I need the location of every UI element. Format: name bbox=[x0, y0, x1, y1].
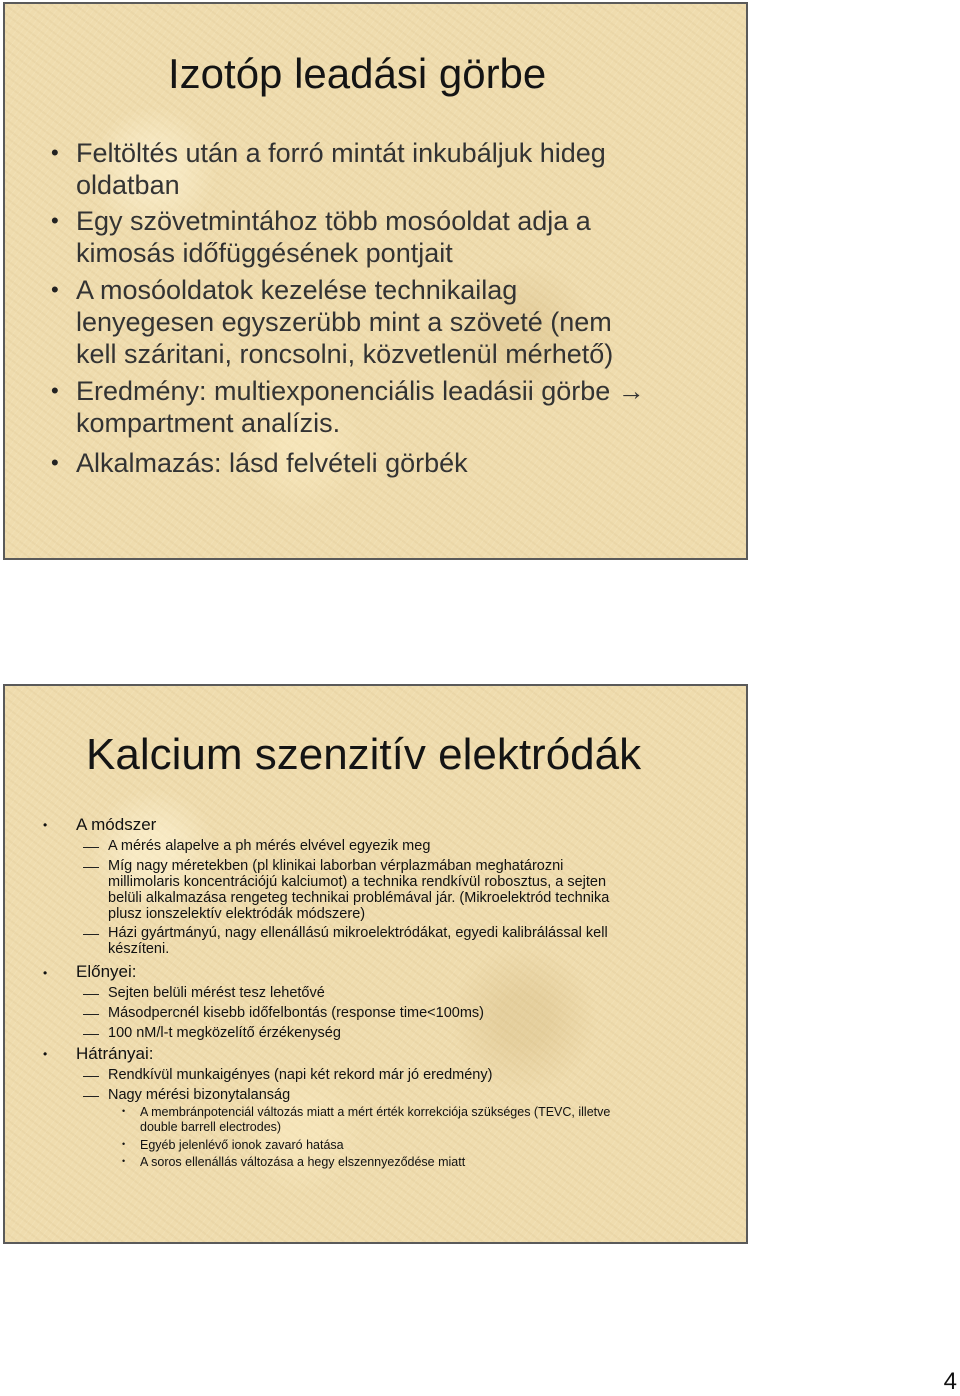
method-item: Míg nagy méretekben (pl klinikai laborban vérplazmában meghatározni millimolaris koncentrációjú kalciumot) a technika rendkívül robosztus, a sejten belüli alkalmazása rengeteg technikai problémával jár. (Mikroelektród technika plusz ionszelektív elektródák módszere) bbox=[108, 858, 610, 922]
slide-1-bullet-text: Egy szövetmintához több mosóoldat adja a kimosás időfüggésének pontjait bbox=[76, 206, 591, 268]
bullet-dot-icon: • bbox=[43, 818, 48, 832]
advantage-item: 100 nM/l-t megközelítő érzékenység bbox=[108, 1025, 341, 1041]
disadvantage-item: Rendkívül munkaigényes (napi két rekord már jó eredmény) bbox=[108, 1067, 493, 1083]
bullet-dot-icon: • bbox=[51, 277, 59, 302]
bullet-dot-icon: • bbox=[43, 966, 48, 980]
method-item: A mérés alapelve a ph mérés elvével egyezik meg bbox=[108, 838, 431, 854]
method-heading: A módszer bbox=[76, 815, 157, 834]
advantage-item: Sejten belüli mérést tesz lehetővé bbox=[108, 985, 325, 1001]
slide-1-bullet-text: A mosóoldatok kezelése technikailag lenyegesen egyszerübb mint a szöveté (nem kell száritani, roncsolni, közvetlenül mérhető) bbox=[76, 275, 614, 369]
disadvantages-heading: Hátrányai: bbox=[76, 1044, 154, 1063]
page-number: 4 bbox=[943, 1368, 957, 1395]
dash-icon bbox=[83, 867, 99, 868]
bullet-dot-icon: • bbox=[122, 1156, 126, 1166]
slide-1-title: Izotóp leadási görbe bbox=[168, 50, 547, 97]
dash-icon bbox=[83, 847, 99, 848]
bullet-dot-icon: • bbox=[122, 1139, 126, 1149]
dash-icon bbox=[83, 994, 99, 995]
bullet-dot-icon: • bbox=[122, 1106, 126, 1116]
slide-1-bullet-text: Alkalmazás: lásd felvételi görbék bbox=[76, 448, 468, 478]
bullet-dot-icon: • bbox=[51, 208, 59, 233]
bullet-dot-icon: • bbox=[51, 450, 59, 475]
dash-icon bbox=[83, 1034, 99, 1035]
bullet-dot-icon: • bbox=[51, 140, 59, 165]
dash-icon bbox=[83, 1014, 99, 1015]
dash-icon bbox=[83, 1076, 99, 1077]
bullet-dot-icon: • bbox=[43, 1047, 48, 1061]
slide-1-bullet-text: Feltöltés után a forró mintát inkubáljuk hideg oldatban bbox=[76, 138, 606, 200]
dash-icon bbox=[83, 934, 99, 935]
advantages-heading: Előnyei: bbox=[76, 962, 137, 981]
disadvantage-subitem: Egyéb jelenlévő ionok zavaró hatása bbox=[140, 1138, 344, 1152]
disadvantage-subitem: A membránpotenciál változás miatt a mért érték korrekciója szükséges (TEVC, illetve double barrell electrodes) bbox=[140, 1105, 611, 1134]
slide-2-title: Kalcium szenzitív elektródák bbox=[86, 730, 642, 779]
bullet-dot-icon: • bbox=[51, 378, 59, 403]
disadvantage-subitem: A soros ellenállás változása a hegy elszennyeződése miatt bbox=[140, 1155, 466, 1169]
advantage-item: Másodpercnél kisebb időfelbontás (response time<100ms) bbox=[108, 1005, 484, 1021]
disadvantage-item: Nagy mérési bizonytalanság bbox=[108, 1087, 291, 1103]
method-item: Házi gyártmányú, nagy ellenállású mikroelektródákat, egyedi kalibrálással kell készíteni. bbox=[108, 925, 608, 957]
slide-1-bullet-text: Eredmény: multiexponenciális leadásii görbe → kompartment analízis. bbox=[76, 376, 645, 438]
dash-icon bbox=[83, 1096, 99, 1097]
